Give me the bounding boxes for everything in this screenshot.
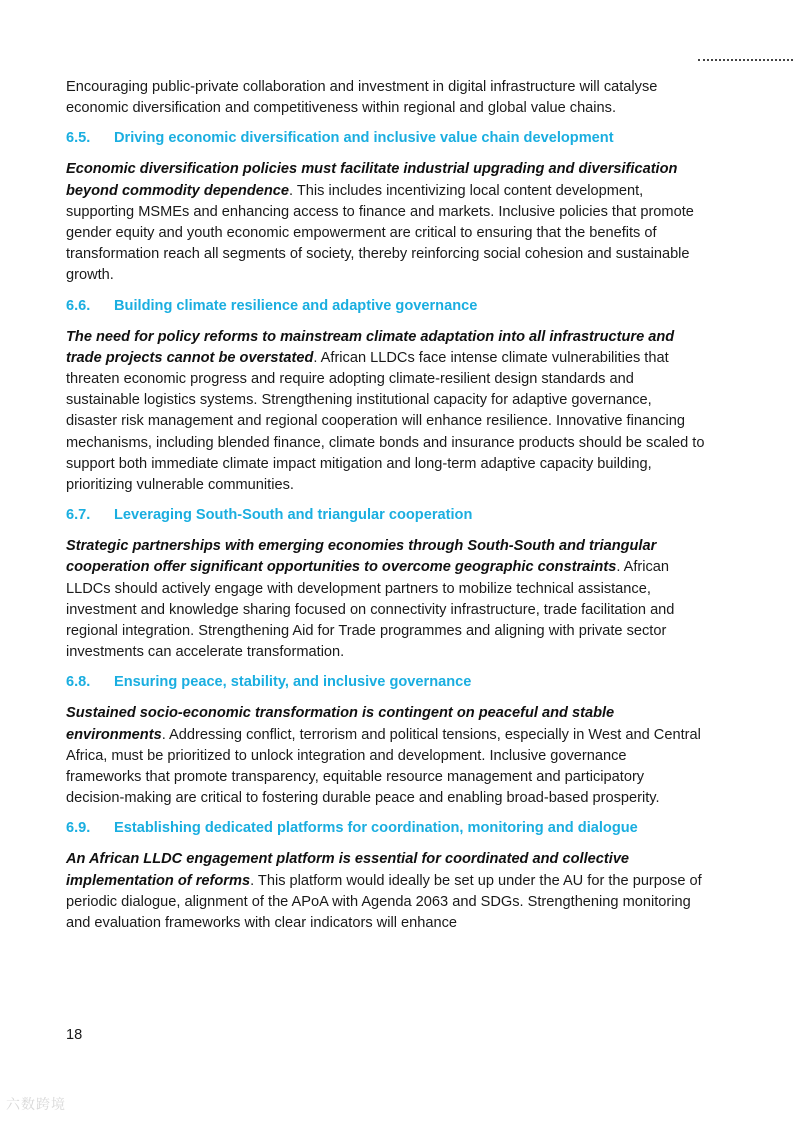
section-lead: An African LLDC engagement platform is essential for coordinated and collective implementation of reforms bbox=[66, 851, 630, 889]
section-lead: Sustained socio-economic transformation is contingent on peaceful and stable environments bbox=[66, 705, 615, 743]
section-heading-6-5 bbox=[66, 127, 706, 149]
section-lead: Strategic partnerships with emerging economies through South-South and triangular cooperation offer significant opportunities to overcome geographic constraints bbox=[66, 538, 657, 576]
section-lead: The need for policy reforms to mainstream climate adaptation into all infrastructure and trade projects cannot be overstated bbox=[66, 328, 675, 366]
section-body-text: . This includes incentivizing local content development, supporting MSMEs and enhancing access to finance and markets. Inclusive policies that promote gender equity and youth economic empowerment are critical to ensuring that the benefits of transformation reach all segments of society, thereby reinforcing social cohesion and sustainable growth. bbox=[66, 182, 694, 284]
section-paragraph-6-8 bbox=[66, 703, 706, 809]
section-number: 6.7. bbox=[66, 507, 91, 524]
section-number: 6.9. bbox=[66, 820, 91, 837]
section-number: 6.6. bbox=[66, 297, 91, 314]
section-number: 6.5. bbox=[66, 130, 91, 147]
section-paragraph-6-7 bbox=[66, 536, 706, 663]
page-content bbox=[66, 77, 706, 934]
section-title: Leveraging South-South and triangular cooperation bbox=[114, 507, 473, 524]
section-paragraph-6-9 bbox=[66, 849, 706, 934]
section-lead: Economic diversification policies must facilitate industrial upgrading and diversification beyond commodity dependence bbox=[66, 161, 678, 199]
section-paragraph-6-6 bbox=[66, 327, 706, 497]
intro-paragraph: Encouraging public-private collaboration and investment in digital infrastructure will catalyse economic diversification and competitiveness within regional and global value chains. bbox=[66, 79, 658, 117]
section-heading-6-7 bbox=[66, 504, 706, 526]
section-body-text: . Addressing conflict, terrorism and political tensions, especially in West and Central Africa, must be prioritized to unlock integration and development. Inclusive governance frameworks that promote transparency, equitable resource management and participatory decision-making are critical to fostering durable peace and enabling broad-based prosperity. bbox=[66, 726, 701, 807]
section-body-text: . This platform would ideally be set up under the AU for the purpose of periodic dialogue, alignment of the APoA with Agenda 2063 and SDGs. Strengthening monitoring and evaluation frameworks with clear indicators will enhance bbox=[66, 872, 702, 932]
section-heading-6-9 bbox=[66, 817, 706, 839]
section-heading-6-6 bbox=[66, 295, 706, 317]
section-heading-6-8 bbox=[66, 671, 706, 693]
section-body-text: . African LLDCs face intense climate vulnerabilities that threaten economic progress and require adopting climate-resilient design standards and sustainable logistics systems. Strengthening institutional capacity for adaptive governance, disaster risk management and regional cooperation will enhance resilience. Innovative financing mechanisms, including blended finance, climate bonds and insurance products should be scaled to support both immediate climate impact mitigation and long-term adaptive capacity building, prioritizing vulnerable communities. bbox=[66, 349, 705, 494]
top-dotted-rule bbox=[698, 59, 793, 61]
section-paragraph-6-5 bbox=[66, 159, 706, 286]
section-body-text: . African LLDCs should actively engage with development partners to mobilize technical assistance, investment and knowledge sharing focused on connectivity infrastructure, trade facilitation and regional integration. Strengthening Aid for Trade programmes and aligning with private sector investments can accelerate transformation. bbox=[66, 559, 675, 661]
section-title: Ensuring peace, stability, and inclusive governance bbox=[114, 674, 472, 691]
section-title: Building climate resilience and adaptive governance bbox=[114, 297, 478, 314]
section-title: Driving economic diversification and inclusive value chain development bbox=[114, 130, 614, 147]
watermark: 六数跨境 bbox=[6, 1096, 66, 1112]
page-number: 18 bbox=[66, 1027, 83, 1043]
section-title: Establishing dedicated platforms for coordination, monitoring and dialogue bbox=[114, 820, 638, 837]
section-number: 6.8. bbox=[66, 674, 91, 691]
